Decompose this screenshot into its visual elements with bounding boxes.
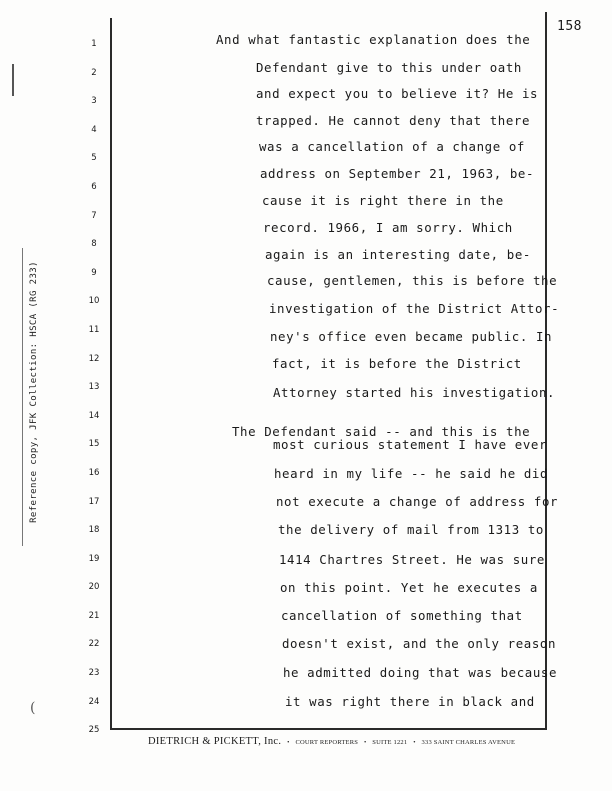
line-number: 15 [88, 439, 100, 450]
transcript-line: record. 1966, I am sorry. Which [263, 220, 513, 235]
transcript-line: was a cancellation of a change of [259, 139, 525, 154]
line-number: 19 [88, 553, 100, 564]
line-number: 14 [88, 410, 100, 421]
transcript-line: he admitted doing that was because [283, 665, 558, 680]
transcript-line: the delivery of mail from 1313 to [278, 522, 544, 537]
archive-reference-stamp: Reference copy, JFK Collection: HSCA (RG 233) [29, 261, 39, 523]
footer-separator: • [413, 739, 416, 746]
line-number: 20 [88, 582, 100, 593]
line-number: 2 [91, 67, 97, 78]
footer-address: 333 SAINT CHARLES AVENUE [421, 739, 516, 746]
transcript-line: most curious statement I have ever [273, 437, 548, 452]
edge-scan-mark [12, 64, 14, 96]
transcript-line: fact, it is before the District [272, 356, 522, 371]
line-number: 1 [91, 39, 97, 49]
transcript-line: and expect you to believe it? He is [256, 86, 539, 101]
transcript-line: cause it is right there in the [262, 193, 504, 208]
transcript-line: 1414 Chartres Street. He was sure [279, 552, 545, 567]
line-number: 4 [91, 124, 97, 135]
line-number: 12 [88, 353, 100, 364]
transcript-line: And what fantastic explanation does the [216, 32, 531, 47]
page-number: 158 [557, 19, 582, 34]
line-number: 3 [91, 96, 97, 107]
line-number: 16 [88, 467, 100, 478]
transcript-line: on this point. Yet he executes a [280, 580, 538, 595]
left-margin-rule [110, 18, 112, 730]
footer-firm: DIETRICH & PICKETT, Inc. [148, 736, 282, 747]
right-margin-rule [545, 12, 547, 730]
line-number: 23 [88, 668, 100, 679]
line-number: 10 [88, 296, 100, 307]
transcript-line: doesn't exist, and the only reason [282, 636, 557, 651]
transcript-line: Attorney started his investigation. [273, 385, 556, 400]
transcript-line: cause, gentlemen, this is before the [267, 273, 558, 288]
line-number: 9 [91, 267, 97, 278]
line-number: 25 [88, 725, 100, 736]
line-number-column [82, 38, 106, 753]
line-number: 22 [88, 639, 100, 650]
transcript-line: address on September 21, 1963, be- [260, 166, 535, 181]
bottom-rule [110, 728, 547, 730]
line-number: 5 [91, 153, 97, 164]
footer-suite: SUITE 1221 [372, 739, 408, 746]
line-number: 17 [88, 496, 100, 507]
line-number: 21 [88, 610, 100, 621]
transcript-line: ney's office even became public. In [270, 329, 553, 344]
transcript-line: it was right there in black and [285, 694, 535, 709]
line-number: 24 [88, 696, 100, 707]
transcript-line: heard in my life -- he said he did [274, 466, 549, 481]
line-number: 6 [91, 181, 97, 192]
reporter-footer [148, 736, 515, 747]
footer-reporters: COURT REPORTERS [295, 739, 359, 746]
footer-separator: • [287, 739, 290, 746]
transcript-line: Defendant give to this under oath [256, 60, 522, 75]
transcript-line: trapped. He cannot deny that there [256, 113, 531, 128]
line-number: 18 [88, 525, 100, 536]
margin-mark: ( [30, 700, 36, 716]
transcript-line: The Defendant said -- and this is the [232, 424, 531, 439]
transcript-line: cancellation of something that [281, 608, 523, 623]
line-number: 8 [91, 239, 97, 250]
footer-separator: • [363, 739, 367, 746]
line-number: 11 [88, 324, 100, 335]
transcript-line: investigation of the District Attor- [269, 301, 560, 316]
line-number: 13 [88, 382, 100, 393]
line-number: 7 [91, 210, 97, 221]
transcript-line: not execute a change of address for [276, 494, 559, 509]
transcript-line: again is an interesting date, be- [265, 247, 531, 262]
